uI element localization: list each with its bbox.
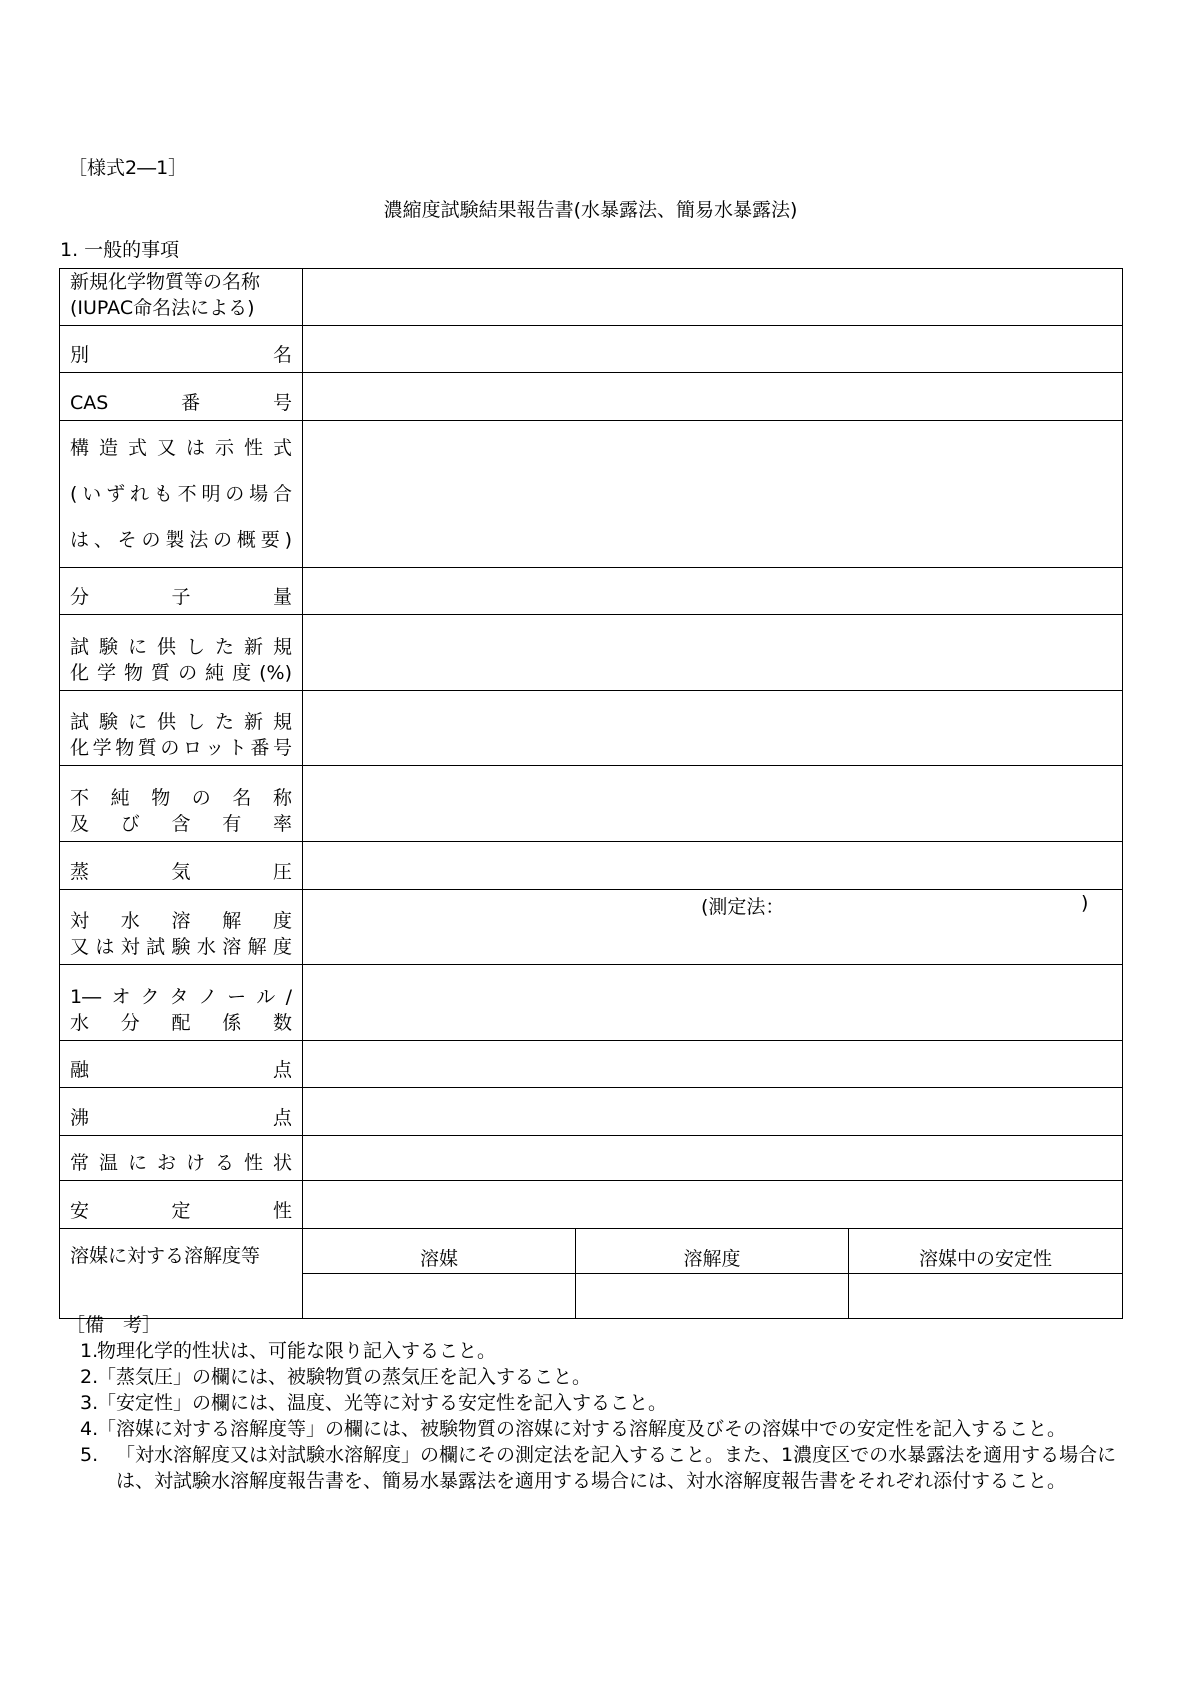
document-title: 濃縮度試験結果報告書(水暴露法、簡易水暴露法) xyxy=(383,199,798,221)
row-value-cell xyxy=(303,965,1123,1041)
row-value-cell xyxy=(303,373,1123,421)
measurement-method-close: ) xyxy=(1081,892,1089,914)
row-label-line: 不純物の名称 xyxy=(70,787,292,809)
table-row xyxy=(60,965,1123,1041)
row-label-line: 1―オクタノール/ xyxy=(70,986,292,1008)
row-value-cell xyxy=(303,1136,1123,1181)
row-label xyxy=(60,965,303,1041)
row-label-line: 別名 xyxy=(70,344,292,366)
notes xyxy=(0,1312,1181,1494)
table-row xyxy=(60,373,1123,421)
row-label-line: 試験に供した新規 xyxy=(70,636,292,658)
note-item xyxy=(0,1364,1181,1390)
table-row xyxy=(60,890,1123,965)
row-value-cell xyxy=(303,766,1123,842)
table-row xyxy=(60,842,1123,890)
solvent-column-header: 溶媒中の安定性 xyxy=(849,1229,1123,1274)
row-label-line: (IUPAC命名法による) xyxy=(70,297,255,319)
row-label-line: 及び含有率 xyxy=(70,813,292,835)
solvent-label-text: 溶媒に対する溶解度等 xyxy=(70,1245,261,1267)
row-label-line: CAS番号 xyxy=(70,392,292,414)
row-label xyxy=(60,1088,303,1136)
row-label xyxy=(60,269,303,326)
table-row xyxy=(60,615,1123,691)
row-value-cell xyxy=(303,890,1123,965)
form-id: ［様式2―1］ xyxy=(68,157,188,179)
row-label-line: 沸点 xyxy=(70,1107,292,1129)
table-row xyxy=(60,326,1123,373)
row-label-line: (いずれも不明の場合 xyxy=(70,483,292,505)
row-value-cell xyxy=(303,269,1123,326)
row-label xyxy=(60,691,303,766)
row-value-cell xyxy=(303,842,1123,890)
table-row xyxy=(60,568,1123,615)
row-label xyxy=(60,766,303,842)
row-value-cell xyxy=(303,1088,1123,1136)
table-row xyxy=(60,269,1123,326)
note-number: 2. xyxy=(80,1366,99,1388)
row-label xyxy=(60,421,303,568)
row-label-line: 化学物質の純度(%) xyxy=(70,662,292,684)
row-label xyxy=(60,326,303,373)
row-label xyxy=(60,842,303,890)
row-label-line: 新規化学物質等の名称 xyxy=(70,271,261,293)
note-text: 「安定性」の欄には、温度、光等に対する安定性を記入すること。 xyxy=(97,1392,668,1414)
row-label xyxy=(60,1136,303,1181)
note-number: 1. xyxy=(80,1340,99,1362)
row-label-line: 構造式又は示性式 xyxy=(70,437,292,459)
row-label xyxy=(60,373,303,421)
general-info-table xyxy=(59,268,1123,1319)
row-label-line: 試験に供した新規 xyxy=(70,711,292,733)
row-label-line: 安定性 xyxy=(70,1200,292,1222)
solvent-header-row xyxy=(60,1229,1123,1274)
row-label xyxy=(60,1181,303,1229)
row-value-cell xyxy=(303,691,1123,766)
table-row xyxy=(60,766,1123,842)
row-label xyxy=(60,1041,303,1088)
row-label-line: 又は対試験水溶解度 xyxy=(70,936,292,958)
solvent-label xyxy=(60,1229,303,1319)
row-value-cell xyxy=(303,326,1123,373)
row-label-line: 常温における性状 xyxy=(70,1152,292,1174)
note-item xyxy=(0,1390,1181,1416)
solvent-column-header: 溶媒 xyxy=(303,1229,576,1274)
section-heading: 1. 一般的事項 xyxy=(60,239,180,261)
note-number: 5. xyxy=(80,1444,99,1466)
row-value-cell xyxy=(303,568,1123,615)
note-text: 物理化学的性状は、可能な限り記入すること。 xyxy=(97,1340,497,1362)
note-text: 「溶媒に対する溶解度等」の欄には、被験物質の溶媒に対する溶解度及びその溶媒中での安定性を記入すること。 xyxy=(97,1418,1067,1440)
solvent-column-header: 溶解度 xyxy=(576,1229,849,1274)
row-label xyxy=(60,568,303,615)
row-label-line: は、その製法の概要) xyxy=(70,529,292,551)
table-row xyxy=(60,1088,1123,1136)
table-row xyxy=(60,1181,1123,1229)
row-value-cell xyxy=(303,421,1123,568)
row-label xyxy=(60,615,303,691)
row-label-line: 蒸気圧 xyxy=(70,861,292,883)
row-label-line: 融点 xyxy=(70,1059,292,1081)
note-number: 3. xyxy=(80,1392,99,1414)
row-label-line: 化学物質のロット番号 xyxy=(70,737,292,759)
note-item xyxy=(0,1442,1181,1494)
note-text: 「蒸気圧」の欄には、被験物質の蒸気圧を記入すること。 xyxy=(97,1366,592,1388)
table-row xyxy=(60,691,1123,766)
note-item xyxy=(0,1338,1181,1364)
notes-title: ［備 考］ xyxy=(66,1314,162,1336)
row-label xyxy=(60,890,303,965)
row-label-line: 水分配係数 xyxy=(70,1012,292,1034)
row-label-line: 対水溶解度 xyxy=(70,910,292,932)
note-text: 「対水溶解度又は対試験水溶解度」の欄にその測定法を記入すること。また、1濃度区での水暴露法を適用する場合には、対試験水溶解度報告書を、簡易水暴露法を適用する場合には、対水溶解度報告書をそれぞれ添付すること。 xyxy=(116,1444,1117,1492)
row-value-cell xyxy=(303,615,1123,691)
row-value-cell xyxy=(303,1041,1123,1088)
row-value-cell xyxy=(303,1181,1123,1229)
note-number: 4. xyxy=(80,1418,99,1440)
row-label-line: 分子量 xyxy=(70,586,292,608)
measurement-method-label: (測定法： xyxy=(701,896,785,918)
table-row xyxy=(60,1136,1123,1181)
note-item xyxy=(0,1416,1181,1442)
table-row xyxy=(60,421,1123,568)
table-row xyxy=(60,1041,1123,1088)
